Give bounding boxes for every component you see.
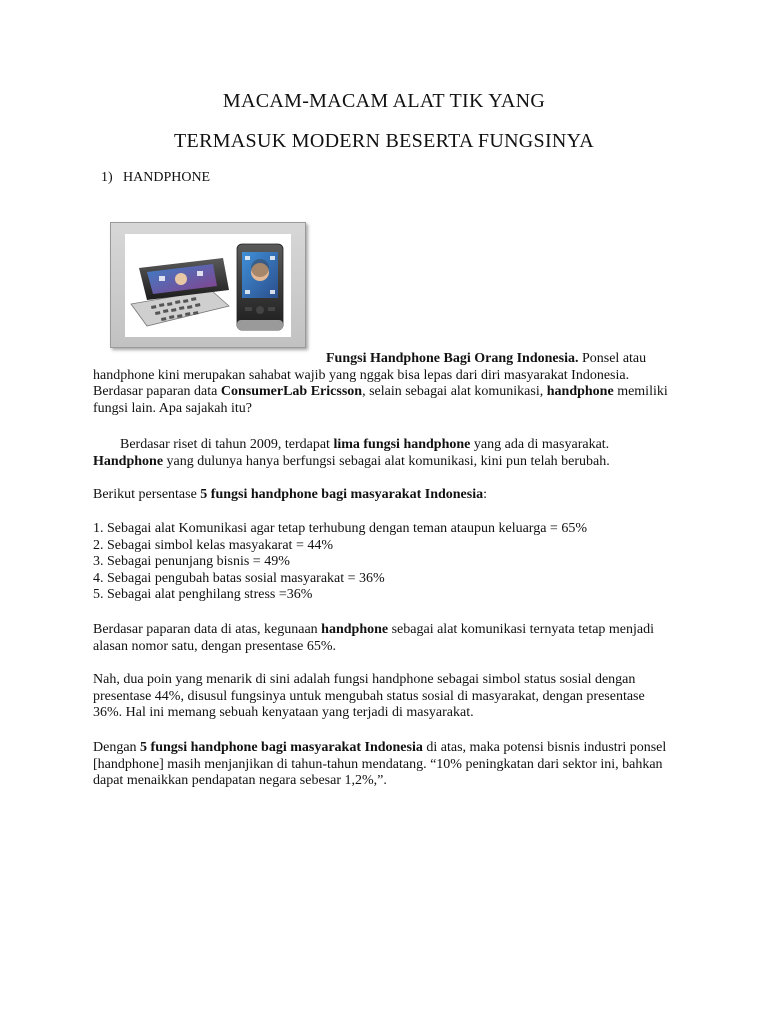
list-item: 3. Sebagai penunjang bisnis = 49% (93, 554, 290, 569)
p2-bold-2: Handphone (93, 453, 164, 469)
paragraph-3 (93, 487, 668, 504)
p2-text-3: yang dulunya hanya berfungsi sebagai alat komunikasi, kini pun telah berubah. (163, 453, 610, 469)
paragraph-4 (93, 622, 668, 655)
p2-bold-1: lima fungsi handphone (333, 437, 471, 452)
intro-text-2: , selain sebagai alat komunikasi, (362, 384, 547, 399)
list-item: 1. Sebagai alat Komunikasi agar tetap terhubung dengan teman ataupun keluarga = 65% (93, 521, 587, 536)
section-heading (101, 170, 210, 186)
list-item: 2. Sebagai simbol kelas masyakarat = 44% (93, 537, 334, 553)
p5-text: Nah, dua poin yang menarik di sini adalah fungsi handphone sebagai simbol status sosial dengan presentase 44%, disusul fungsinya untuk mengubah status sosial di masyarakat, dengan presentase 36%. Hal ini memang sebuah kenyataan yang terjadi di masyarakat. (93, 672, 645, 720)
section-label: HANDPHONE (123, 170, 211, 185)
section-number: 1) (101, 170, 113, 185)
intro-bold-lead: Fungsi Handphone Bagi Orang Indonesia. (326, 351, 579, 366)
paragraph-2 (93, 437, 668, 470)
p4-bold-1: handphone (321, 622, 389, 637)
phone-photo-frame (110, 222, 306, 348)
intro-text-1: Ponsel atau handphone kini merupakan sahabat wajib yang nggak bisa lepas dari diri masyarakat Indonesia. Berdasar paparan data (93, 351, 647, 399)
paragraph-6 (93, 740, 668, 790)
paragraph-5 (93, 672, 668, 722)
intro-bold-2: handphone (546, 384, 614, 399)
p6-text-1: Dengan (93, 740, 141, 755)
p4-text-1: Berdasar paparan data di atas, kegunaan (93, 622, 322, 637)
function-list (93, 521, 668, 604)
list-item: 4. Sebagai pengubah batas sosial masyarakat = 36% (93, 570, 385, 586)
list-item: 5. Sebagai alat penghilang stress =36% (93, 587, 313, 602)
p4-text-2: sebagai alat komunikasi ternyata tetap menjadi alasan nomor satu, dengan presentase 65%. (93, 622, 655, 654)
intro-text-3: memiliki fungsi lain. Apa sajakah itu? (93, 384, 668, 416)
document-title-line-1: MACAM-MACAM ALAT TIK YANG (222, 90, 546, 112)
p3-text-2: : (483, 487, 487, 502)
intro-bold-1: ConsumerLab Ericsson (220, 384, 363, 399)
p3-bold-1: 5 fungsi handphone bagi masyarakat Indonesia (200, 487, 484, 502)
p6-bold-1: 5 fungsi handphone bagi masyarakat Indonesia (140, 740, 423, 755)
mobile-phones-photo (125, 234, 291, 337)
document-title-line-2: TERMASUK MODERN BESERTA FUNGSINYA (174, 130, 594, 152)
phones-illustration (125, 234, 291, 337)
p6-text-2: di atas, maka potensi bisnis industri ponsel [handphone] masih menjanjikan di tahun-tahun mendatang. “10% peningkatan dari sektor ini, bahkan dapat menaikkan pendapatan negara sebesar 1,2%,”. (93, 740, 667, 788)
intro-paragraph (93, 351, 668, 417)
p3-text-1: Berikut persentase (93, 487, 201, 502)
p2-text-1: Berdasar riset di tahun 2009, terdapat (120, 437, 334, 452)
p2-text-2: yang ada di masyarakat. (470, 437, 610, 452)
